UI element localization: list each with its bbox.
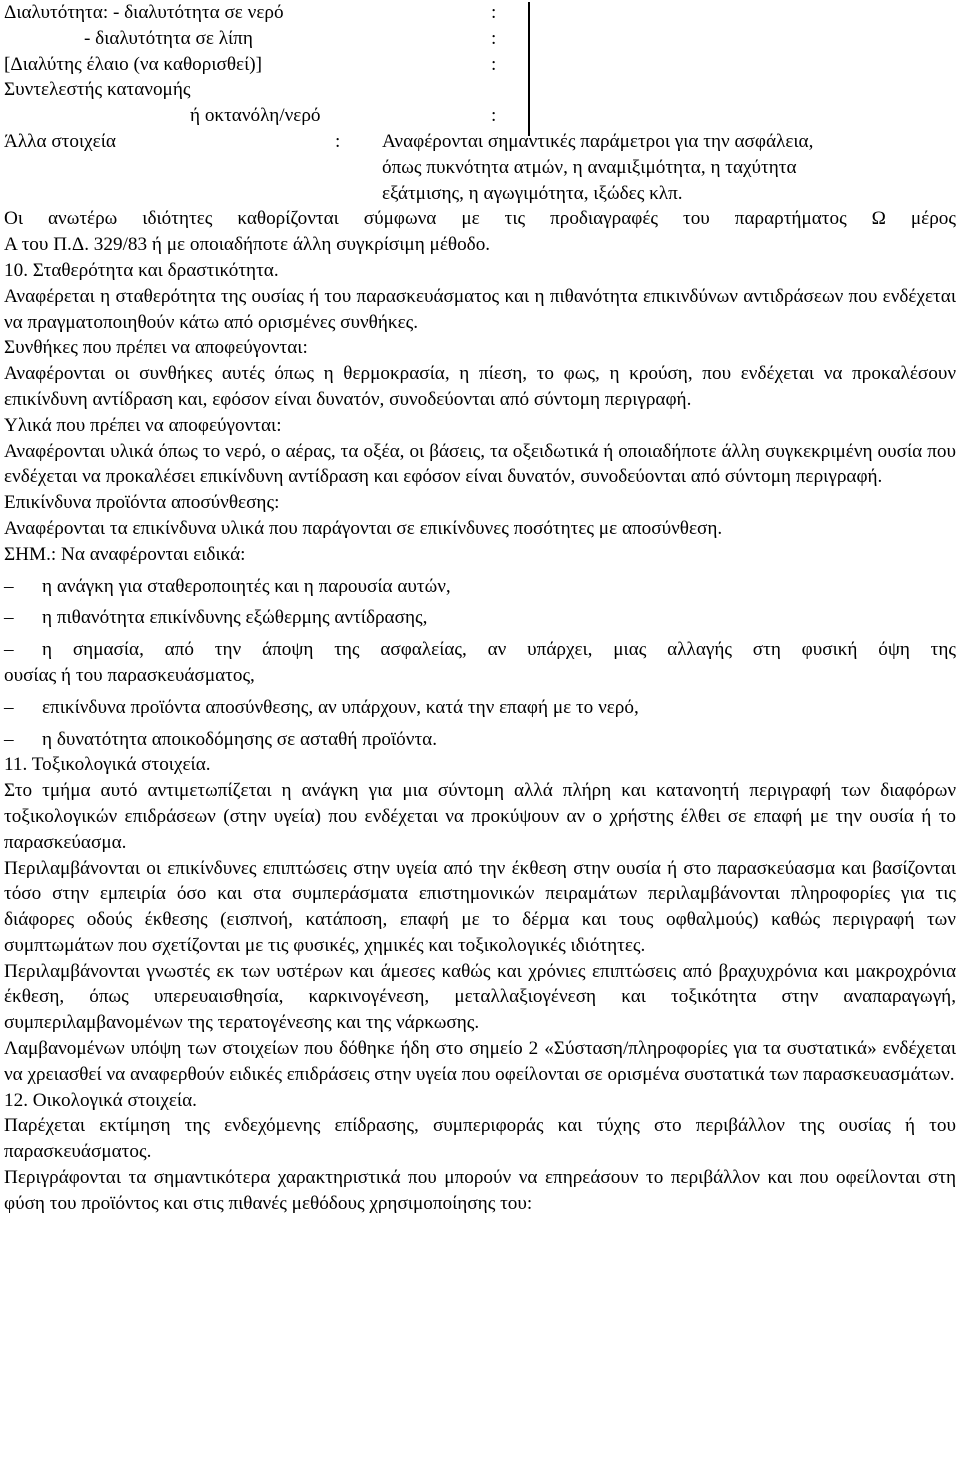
- prop-colon: :: [335, 130, 341, 152]
- list-item-text: η πιθανότητα επικίνδυνης εξώθερμης αντίδρασης,: [42, 607, 428, 629]
- prop-row-other: [4, 129, 956, 155]
- prop-row-solubility-fat: [4, 26, 956, 52]
- section-heading: 12. Οικολογικά στοιχεία.: [4, 1089, 197, 1111]
- prop-row-partition: [4, 77, 956, 103]
- list-item-text: επικίνδυνα προϊόντα αποσύνθεσης, αν υπάρχουν, κατά την επαφή με το νερό,: [42, 696, 639, 718]
- list-item-text: η ανάγκη για σταθεροποιητές και η παρουσία αυτών,: [42, 575, 451, 597]
- paragraph: Παρέχεται εκτίμηση της ενδεχόμενης επίδρασης, συμπεριφοράς και τύχης στο περιβάλλον της ουσίας ή του παρασκευάσματος.: [4, 1115, 956, 1163]
- paragraph: Περιγράφονται τα σημαντικότερα χαρακτηριστικά που μπορούν να επηρεάσουν το περιβάλλον και που οφείλονται στη φύση του προϊόντος και στις πιθανές μεθόδους χρησιμοποίησης του:: [4, 1167, 956, 1214]
- paragraph: Αναφέρονται τα επικίνδυνα υλικά που παράγονται σε επικίνδυνες ποσότητες με αποσύνθεση.: [4, 517, 723, 539]
- dash-bullet: –: [4, 728, 14, 750]
- list-item-text: η σημασία, από την άποψη της ασφαλείας, αν υπάρχει, μιας αλλαγής στη φυσική όψη της: [42, 639, 956, 661]
- prop-colon: :: [491, 53, 497, 75]
- prop-label: [Διαλύτης έλαιο (να καθορισθεί)]: [4, 53, 263, 75]
- subheading: Υλικά που πρέπει να αποφεύγονται:: [4, 414, 282, 436]
- prop-label: ή οκτανόλη/νερό: [190, 105, 321, 127]
- prop-row-solvent: [4, 52, 956, 78]
- prop-value: εξάτμισης, η αγωγιμότητα, ιξώδες κλπ.: [382, 182, 683, 204]
- list-item-text: ουσίας ή του παρασκευάσματος,: [4, 664, 255, 686]
- list-item: [4, 695, 956, 721]
- paragraph: Περιλαμβάνονται οι επικίνδυνες επιπτώσεις στην υγεία από την έκθεση στην ουσία ή στο παρασκεύασμα και βασίζονται τόσο στην εμπειρία όσο και στα συμπεράσματα επιστημονικών πειραμάτων περιλαμβάνονται πληροφορίες για τις διάφορες οδούς έκθεσης (εισπνοή, κατάποση, επαφή με το δέρμα και τους οφθαλμούς) καθώς περιγραφή των συμπτωμάτων που σχετίζονται με τις φυσικές, χημικές και τοξικολογικές ιδιότητες.: [4, 857, 956, 956]
- dash-bullet: –: [4, 607, 14, 629]
- list-item: [4, 727, 956, 753]
- paragraph-line: Οι ανωτέρω ιδιότητες καθορίζονται σύμφωνα με τις προδιαγραφές του παραρτήματος Ω μέρος: [4, 208, 956, 230]
- prop-value: Αναφέρονται σημαντικές παράμετροι για την ασφάλεια,: [382, 130, 814, 152]
- prop-row-other-cont: [4, 155, 956, 181]
- document-page: [4, 0, 956, 1217]
- list-item: [4, 637, 956, 689]
- paragraph: Αναφέρονται υλικά όπως το νερό, ο αέρας, τα οξέα, οι βάσεις, τα οξειδωτικά ή οποιαδήποτε άλλη συγκεκριμένη ουσία που ενδέχεται να προκαλέσει επικίνδυνη αντίδραση και εφόσον είναι δυνατόν, συνοδεύονται από σύντομη περιγραφή.: [4, 440, 956, 488]
- prop-value: όπως πυκνότητα ατμών, η αναμιξιμότητα, η ταχύτητα: [382, 156, 797, 178]
- prop-row-solubility-water: [4, 0, 956, 26]
- subheading: Συνθήκες που πρέπει να αποφεύγονται:: [4, 337, 308, 359]
- list-item: [4, 605, 956, 631]
- paragraph: Αναφέρεται η σταθερότητα της ουσίας ή του παρασκευάσματος και η πιθανότητα επικινδύνων αντιδράσεων που ενδέχεται να πραγματοποιηθούν κάτω από ορισμένες συνθήκες.: [4, 285, 956, 333]
- prop-label: - διαλυτότητα σε λίπη: [84, 27, 253, 49]
- paragraph: Στο τμήμα αυτό αντιμετωπίζεται η ανάγκη για μια σύντομη αλλά πλήρη και κατανοητή περιγραφή των διαφόρων τοξικολογικών επιδράσεων (στην υγεία) που ενδέχεται να προκύψουν αν ο χρήστης έλθει σε επαφή με την ουσία ή το παρασκεύασμα.: [4, 780, 956, 853]
- dash-bullet: –: [4, 639, 14, 661]
- note-heading: ΣΗΜ.: Να αναφέρονται ειδικά:: [4, 543, 246, 565]
- subheading: Επικίνδυνα προϊόντα αποσύνθεσης:: [4, 492, 280, 514]
- paragraph-line: Α του Π.Δ. 329/83 ή με οποιαδήποτε άλλη συγκρίσιμη μέθοδο.: [4, 234, 491, 256]
- section-heading: 11. Τοξικολογικά στοιχεία.: [4, 754, 211, 776]
- prop-colon: :: [491, 105, 497, 127]
- prop-label: Διαλυτότητα: - διαλυτότητα σε νερό: [4, 2, 284, 23]
- dash-bullet: –: [4, 575, 14, 597]
- paragraph: Περιλαμβάνονται γνωστές εκ των υστέρων και άμεσες καθώς και χρόνιες επιπτώσεις από βραχυχρόνια και μακροχρόνια έκθεση, όπως υπερευαισθησία, καρκινογένεση, μεταλλαξιογένεση και τοξικότητα στην αναπαραγωγή, συμπεριλαμβανομένων της τερατογένεσης και της νάρκωσης.: [4, 960, 956, 1034]
- list-item: [4, 574, 956, 600]
- prop-colon: :: [491, 2, 497, 23]
- paragraph: Λαμβανομένων υπόψη των στοιχείων που δόθηκε ήδη στο σημείο 2 «Σύσταση/πληροφορίες για τα συστατικά» ενδέχεται να χρειασθεί να αναφερθούν ειδικές επιδράσεις στην υγεία που οφείλονται σε ορισμένα συστατικά των παρασκευασμάτων.: [4, 1038, 956, 1085]
- section-heading: 10. Σταθερότητα και δραστικότητα.: [4, 259, 279, 281]
- list-item-text: η δυνατότητα αποικοδόμησης σε ασταθή προϊόντα.: [42, 728, 438, 750]
- paragraph: Αναφέρονται οι συνθήκες αυτές όπως η θερμοκρασία, η πίεση, το φως, η κρούση, που ενδέχεται να προκαλέσουν επικίνδυνη αντίδραση και, εφόσον είναι δυνατόν, συνοδεύονται από σύντομη περιγραφή.: [4, 363, 956, 410]
- dash-bullet: –: [4, 696, 14, 718]
- prop-row-other-cont: [4, 181, 956, 207]
- prop-row-octanol: [4, 103, 956, 129]
- prop-label: Άλλα στοιχεία: [4, 130, 116, 152]
- prop-colon: :: [491, 27, 497, 49]
- prop-label: Συντελεστής κατανομής: [4, 79, 191, 101]
